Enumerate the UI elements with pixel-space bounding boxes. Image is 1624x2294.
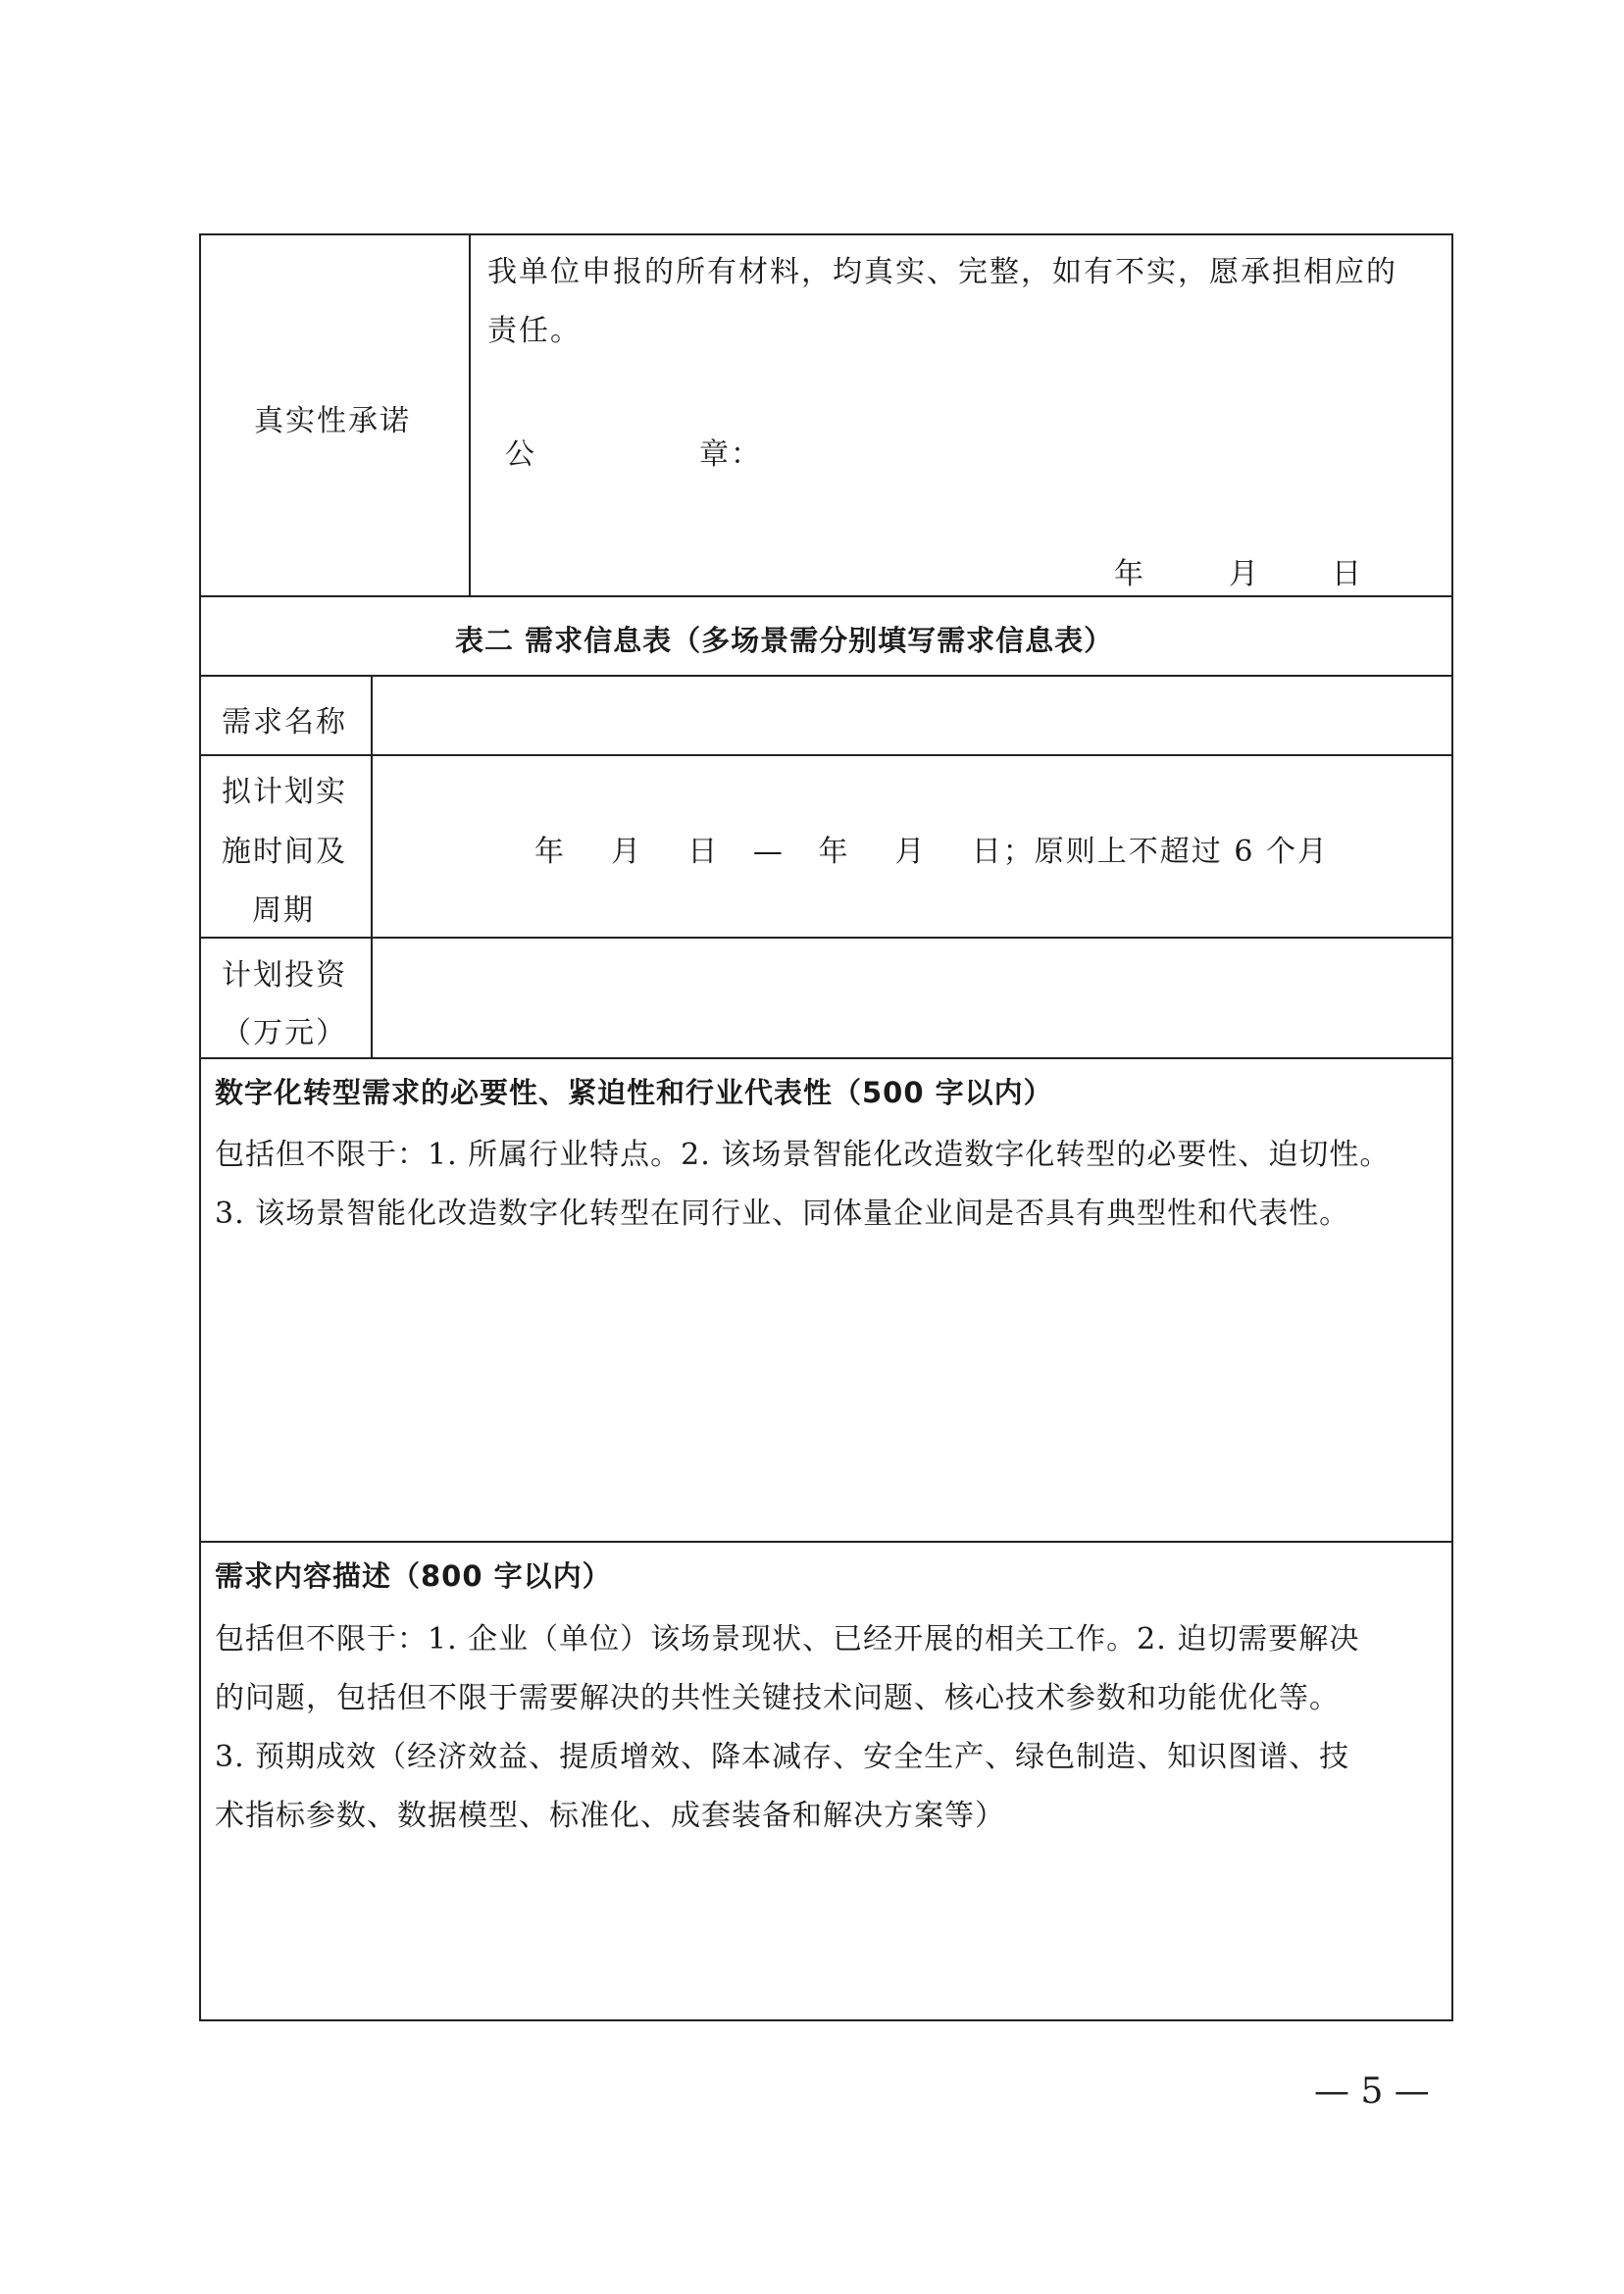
investment-field[interactable] (375, 941, 1449, 1055)
schedule-value[interactable]: 年 月 日 — 年 月 日；原则上不超过 6 个月 (534, 835, 1329, 869)
table-title: 表二 需求信息表（多场景需分别填写需求信息表） (455, 624, 1114, 657)
content-input-area[interactable] (203, 1838, 1449, 2018)
schedule-label-line3: 周期 (252, 893, 315, 928)
row-divider-pledge-bottom (199, 595, 1453, 597)
row-divider-name-bottom (199, 754, 1453, 756)
row-divider-schedule-bottom (199, 937, 1453, 939)
content-text-line4: 术指标参数、数据模型、标准化、成套装备和解决方案等） (215, 1799, 1005, 1833)
requirement-name-field[interactable] (375, 679, 1449, 752)
date-year: 年 (1114, 557, 1145, 591)
content-text-line1: 包括但不限于：1. 企业（单位）该场景现状、已经开展的相关工作。2. 迫切需要解决 (215, 1622, 1360, 1657)
requirement-name-label: 需求名称 (222, 705, 347, 739)
row-divider-necessity-bottom (199, 1541, 1453, 1543)
content-text-line2: 的问题，包括但不限于需要解决的共性关键技术问题、核心技术参数和功能优化等。 (215, 1681, 1340, 1715)
page-number: — 5 — (1314, 2071, 1430, 2112)
content-heading: 需求内容描述（800 字以内） (215, 1559, 612, 1593)
investment-label-line2: （万元） (222, 1016, 347, 1050)
pledge-text-line1: 我单位申报的所有材料，均真实、完整，如有不实，愿承担相应的 (487, 255, 1397, 289)
col-divider-pledge (469, 233, 471, 595)
row-divider-invest-bottom (199, 1057, 1453, 1059)
schedule-label-line2: 施时间及 (222, 835, 347, 869)
seal-label-a: 公 (505, 437, 536, 472)
date-day: 日 (1332, 557, 1363, 591)
seal-label-b: 章： (699, 437, 762, 472)
content-text-line3: 3. 预期成效（经济效益、提质增效、降本减存、安全生产、绿色制造、知识图谱、技 (215, 1740, 1350, 1774)
necessity-heading: 数字化转型需求的必要性、紧迫性和行业代表性（500 字以内） (215, 1076, 1053, 1109)
necessity-text-line2: 3. 该场景智能化改造数字化转型在同行业、同体量企业间是否具有典型性和代表性。 (215, 1197, 1350, 1231)
investment-label-line1: 计划投资 (222, 958, 347, 993)
row-divider-title-bottom (199, 675, 1453, 677)
pledge-label: 真实性承诺 (254, 404, 411, 438)
necessity-input-area[interactable] (203, 1236, 1449, 1538)
date-month: 月 (1229, 557, 1260, 591)
necessity-text-line1: 包括但不限于：1. 所属行业特点。2. 该场景智能化改造数字化转型的必要性、迫切性。 (215, 1138, 1391, 1172)
col-divider-info (371, 675, 373, 1057)
pledge-text-line2: 责任。 (487, 314, 582, 348)
schedule-label-line1: 拟计划实 (222, 775, 347, 809)
